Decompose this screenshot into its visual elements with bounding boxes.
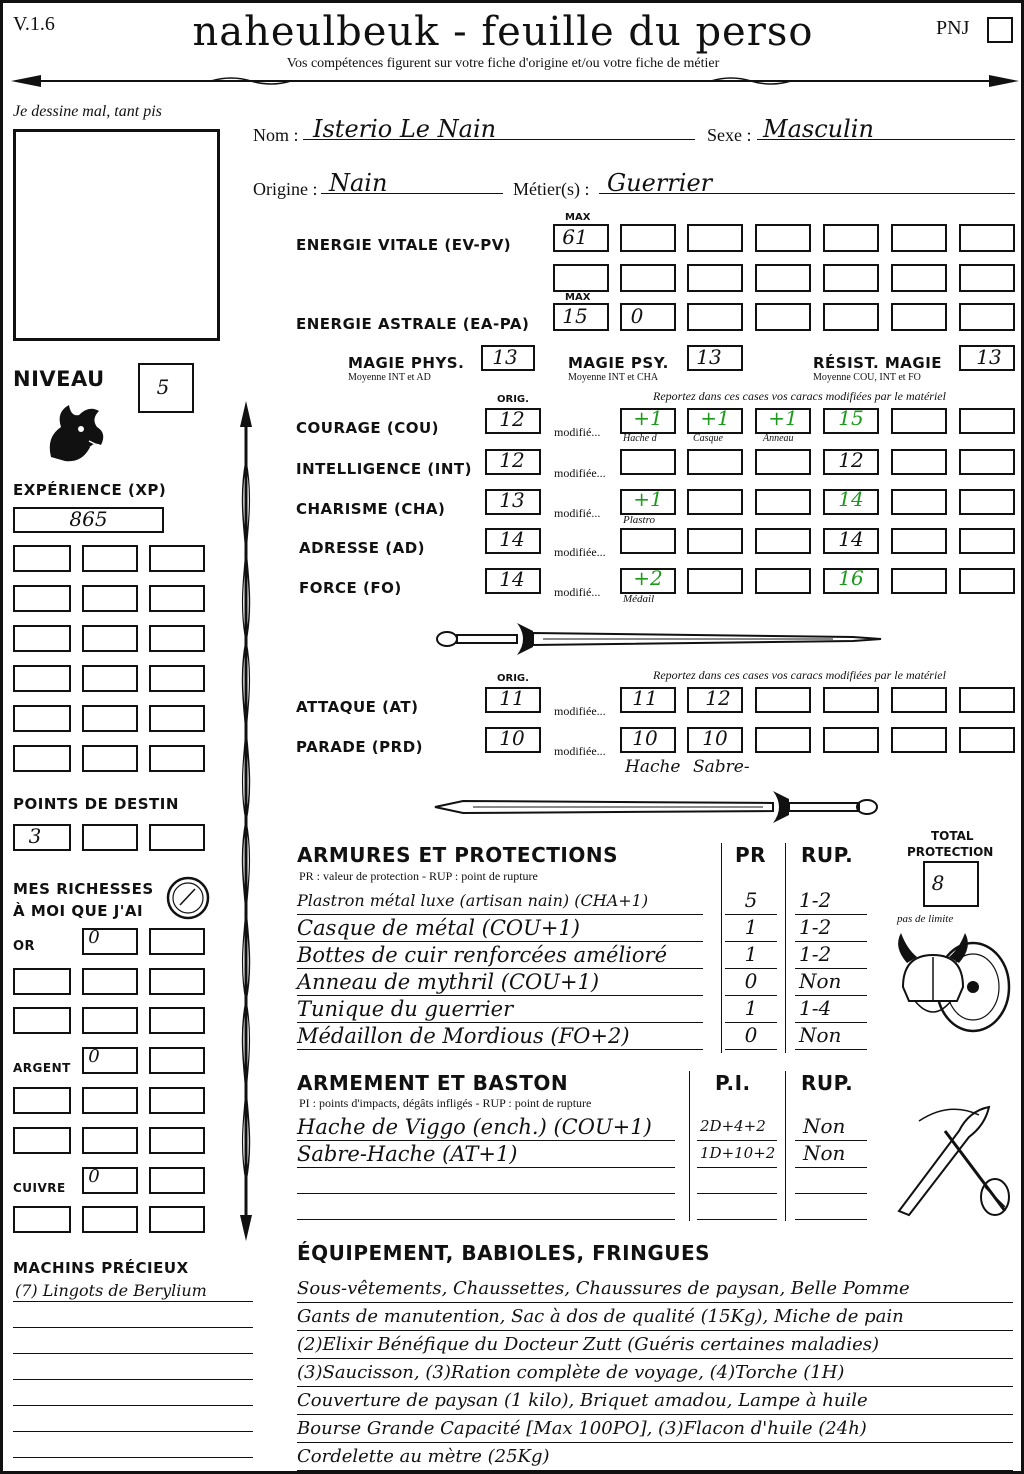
- armement-rup-label: RUP.: [801, 1071, 854, 1095]
- carac-final-cha: 14: [838, 487, 864, 511]
- or-label: OR: [13, 939, 36, 954]
- attaque-label: ATTAQUE (AT): [296, 698, 419, 716]
- pnj-checkbox[interactable]: [987, 17, 1013, 43]
- carac-final-fo: 16: [838, 566, 864, 590]
- equipement-line[interactable]: (3)Saucisson, (3)Ration complète de voyage, (4)Torche (1H): [297, 1360, 1013, 1387]
- carac-label-int: INTELLIGENCE (INT): [296, 460, 472, 478]
- pnj-label: PNJ: [936, 17, 970, 39]
- equipement-title: ÉQUIPEMENT, BABIOLES, FRINGUES: [297, 1241, 711, 1265]
- carac-final-int: 12: [838, 448, 864, 472]
- magie-phys-note: Moyenne INT et AD: [348, 372, 431, 383]
- vertical-spear-icon: [231, 401, 261, 1241]
- combat-note: Reportez dans ces cases vos caracs modifiées par le matériel: [653, 668, 946, 682]
- armure-row[interactable]: Tunique du guerrier: [297, 996, 703, 1023]
- version-label: V.1.6: [13, 13, 55, 35]
- armure-row[interactable]: Casque de métal (COU+1): [297, 915, 703, 942]
- cuivre-label: CUIVRE: [13, 1181, 66, 1195]
- arme-row[interactable]: Hache de Viggo (ench.) (COU+1): [297, 1114, 675, 1141]
- metier-value[interactable]: Guerrier: [607, 169, 713, 197]
- magie-psy-value: 13: [696, 345, 722, 369]
- destin-value: 3: [28, 824, 42, 848]
- niveau-label: NIVEAU: [13, 367, 105, 391]
- armure-row[interactable]: Bottes de cuir renforcées amélioré: [297, 942, 703, 969]
- limit-note: pas de limite: [897, 913, 954, 925]
- equipement-line[interactable]: Bourse Grande Capacité [Max 100PO], (3)Flacon d'huile (24h): [297, 1416, 1013, 1443]
- richesses-label-1: MES RICHESSES: [13, 880, 154, 898]
- cuivre-value: 0: [88, 1166, 100, 1187]
- armures-note: PR : valeur de protection - RUP : point de rupture: [299, 869, 538, 883]
- armures-rup-label: RUP.: [801, 843, 854, 867]
- carac-final-ad: 14: [838, 527, 864, 551]
- or-value: 0: [88, 927, 100, 948]
- metier-label: Métier(s) :: [513, 179, 590, 199]
- armure-row[interactable]: Médaillon de Mordious (FO+2): [297, 1023, 703, 1050]
- armures-title: ARMURES ET PROTECTIONS: [297, 843, 618, 867]
- carac-final-cou: 15: [838, 406, 864, 430]
- nom-value[interactable]: Isterio Le Nain: [313, 115, 497, 143]
- total-label-1: TOTAL: [931, 829, 974, 843]
- subtitle: Vos compétences figurent sur votre fiche d'origine et/ou votre fiche de métier: [286, 56, 720, 71]
- carac-mod1-cha: +1: [633, 487, 663, 511]
- niveau-value: 5: [156, 375, 170, 399]
- resist-magie-note: Moyenne COU, INT et FO: [813, 372, 921, 383]
- richesses-label-2: À MOI QUE J'AI: [13, 902, 144, 920]
- combat-orig-label: ORIG.: [497, 673, 529, 684]
- resist-magie-value: 13: [976, 345, 1002, 369]
- carac-orig-fo: 14: [499, 567, 525, 591]
- ea-label: ENERGIE ASTRALE (EA-PA): [296, 315, 530, 333]
- attaque-orig: 11: [499, 686, 525, 710]
- ea-current-value: 0: [630, 304, 644, 328]
- attaque-v2: 12: [705, 686, 731, 710]
- carac-label-cha: CHARISME (CHA): [296, 500, 446, 518]
- ev-max-label: MAX: [565, 212, 591, 223]
- equipement-line[interactable]: Gants de manutention, Sac à dos de qualité (15Kg), Miche de pain: [297, 1304, 1013, 1331]
- attaque-v1: 11: [632, 686, 658, 710]
- carac-mod1-fo: +2: [633, 566, 663, 590]
- armure-row[interactable]: Plastron métal luxe (artisan nain) (CHA+1): [297, 888, 703, 915]
- parade-label: PARADE (PRD): [296, 738, 424, 756]
- coin-icon: [165, 875, 211, 921]
- ea-max-label: MAX: [565, 292, 591, 303]
- magie-phys-value: 13: [492, 345, 518, 369]
- ev-label: ENERGIE VITALE (EV-PV): [296, 236, 512, 254]
- armement-note: PI : points d'impacts, dégâts infligés - RUP : point de rupture: [299, 1096, 592, 1110]
- weapon-label-1: Hache: [625, 757, 681, 777]
- parade-v1: 10: [632, 726, 658, 750]
- helmet-shield-icon: [893, 927, 1013, 1037]
- equipement-line[interactable]: Couverture de paysan (1 kilo), Briquet amadou, Lampe à huile: [297, 1388, 1013, 1415]
- carac-mod1-cou: +1: [633, 406, 663, 430]
- machins-label: MACHINS PRÉCIEUX: [13, 1259, 189, 1277]
- carac-orig-cou: 12: [499, 407, 525, 431]
- portrait-label: Je dessine mal, tant pis: [13, 103, 162, 120]
- origine-label: Origine :: [253, 179, 318, 199]
- equipement-line[interactable]: (2)Elixir Bénéfique du Docteur Zutt (Guéris certaines maladies): [297, 1332, 1013, 1359]
- carac-mod3-cou: +1: [768, 406, 798, 430]
- experience-label: EXPÉRIENCE (XP): [13, 481, 167, 499]
- resist-magie-label: RÉSIST. MAGIE: [813, 354, 943, 372]
- spear-divider-icon: [11, 69, 1019, 93]
- carac-orig-int: 12: [499, 448, 525, 472]
- weapons-icon: [889, 1101, 1015, 1221]
- destin-label: POINTS DE DESTIN: [13, 795, 179, 813]
- magie-phys-label: MAGIE PHYS.: [348, 354, 465, 372]
- parade-v2: 10: [702, 726, 728, 750]
- argent-value: 0: [88, 1046, 100, 1067]
- armement-title: ARMEMENT ET BASTON: [297, 1071, 569, 1095]
- carac-label-cou: COURAGE (COU): [296, 419, 440, 437]
- caracs-note: Reportez dans ces cases vos caracs modifiées par le matériel: [653, 389, 946, 403]
- armures-pr-label: PR: [735, 843, 767, 867]
- sexe-value[interactable]: Masculin: [763, 115, 874, 143]
- portrait-box[interactable]: [13, 129, 220, 341]
- magie-psy-note: Moyenne INT et CHA: [568, 372, 659, 383]
- carac-label-fo: FORCE (FO): [299, 579, 402, 597]
- total-label-2: PROTECTION: [907, 845, 994, 859]
- sexe-label: Sexe :: [707, 125, 752, 145]
- argent-label: ARGENT: [13, 1061, 71, 1075]
- experience-value: 865: [69, 507, 108, 531]
- origine-value[interactable]: Nain: [329, 169, 388, 197]
- equipement-line[interactable]: Cordelette au mètre (25Kg): [297, 1444, 1013, 1471]
- character-sheet: V.1.6 naheulbeuk - feuille du perso PNJ Vos compétences figurent sur votre fiche d'origine et/ou votre fiche de métier Je dessine mal, tant pis Nom : Isterio Le Nain Sexe : Masculin Origine : Nain Métier(s) : Guerrier MAX ENERGIE VITALE (EV-PV) 61 MAX ENERGIE ASTRALE (EA-PA) 15 0 MAGIE PHYS. Moyenne INT et AD 13 MAGIE PSY. Moyenne INT et CHA 13 RÉSIST. MAGIE Moyenne COU, INT et FO 13 NIVEAU 5 EXPÉRIENCE (XP) 865 POINTS DE DESTIN 3 MES RICHESSES À MOI QUE J'AI OR 0 ARGENT 0 CUIVRE 0 MACHINS PRÉCIEUX (7) Lingots de Berylium ORIG. Reportez dans ces cases vos caracs modifiées par le matériel COURAGE (COU) 12 modifié... +1 Hache d +1 Casque +1 Anneau 15 INTELLIGENCE (INT) 12 modifiée... 12 CHARISME (CHA) 13 modifié... +1 Plastro 14 ADRESSE (AD) 14 modifiée... 14 FORCE (FO) 14 modifié... +2 Médail 16 ORIG. Reportez dans ces cases vos caracs modifiées par le matériel ATTAQUE (AT) 11 modifiée... 11 12 PARADE (PRD) 10 modifiée... 10 10 Hache Sabre- ARMURES ET PROTECTIONS PR : valeur de protection - RUP : point de rupture PR RUP. TOTAL PROTECTION 8 pas de limite Plastron métal luxe (artisan nain) (CHA+1) 5 1-2 Casque de métal (COU+1) 1 1-2 Bottes de cuir renforcées amélioré 1 1-2 Anneau de mythril (COU+1) 0 Non Tunique du guerrier 1 1-4 Médaillon de Mordious (FO+2) 0 Non ARMEMENT ET BASTON PI : points d'impacts, dégâts infligés - RUP : point de rupture P.I. RUP. Hache de Viggo (ench.) (COU+1) 2D+4+2 Non Sabre-Hache (AT+1) 1D+10+2 Non ÉQUIPEMENT, BABIOLES, FRINGUES Sous-vêtements, Chaussettes, Chaussures de paysan, Belle Pomme Gants de manutention, Sac à dos de qualité (15Kg), Miche de pain (2)Elixir Bénéfique du Docteur Zutt (Guéris certaines maladies) (3)Saucisson, (3)Ration complète de voyage, (4)Torche (1H) Couverture de paysan (1 kilo), Briquet amadou, Lampe à huile Bourse Grande Capacité [Max 100PO], (3)Flacon d'huile (24h) Cordelette au mètre (25Kg): [0, 0, 1024, 1474]
- parade-orig: 10: [499, 726, 525, 750]
- sheet-title: naheulbeuk - feuille du perso: [192, 9, 814, 55]
- arme-row[interactable]: Sabre-Hache (AT+1): [297, 1141, 675, 1168]
- total-protection-value: 8: [931, 871, 945, 895]
- magie-psy-label: MAGIE PSY.: [568, 354, 669, 372]
- machins-item-0[interactable]: (7) Lingots de Berylium: [15, 1281, 207, 1300]
- sword-icon-2: [433, 783, 883, 831]
- sword-icon: [433, 615, 883, 663]
- caracs-orig-label: ORIG.: [497, 394, 529, 405]
- dragon-icon: [41, 397, 109, 467]
- carac-orig-ad: 14: [499, 527, 525, 551]
- armement-pi-label: P.I.: [715, 1071, 751, 1095]
- carac-label-ad: ADRESSE (AD): [299, 539, 426, 557]
- weapon-label-2: Sabre-: [693, 757, 750, 777]
- ea-max-value: 15: [562, 304, 588, 328]
- nom-label: Nom :: [253, 125, 299, 145]
- armure-row[interactable]: Anneau de mythril (COU+1): [297, 969, 703, 996]
- ev-max-value: 61: [562, 225, 588, 249]
- equipement-line[interactable]: Sous-vêtements, Chaussettes, Chaussures de paysan, Belle Pomme: [297, 1276, 1013, 1303]
- carac-mod2-cou: +1: [700, 406, 730, 430]
- carac-orig-cha: 13: [499, 488, 525, 512]
